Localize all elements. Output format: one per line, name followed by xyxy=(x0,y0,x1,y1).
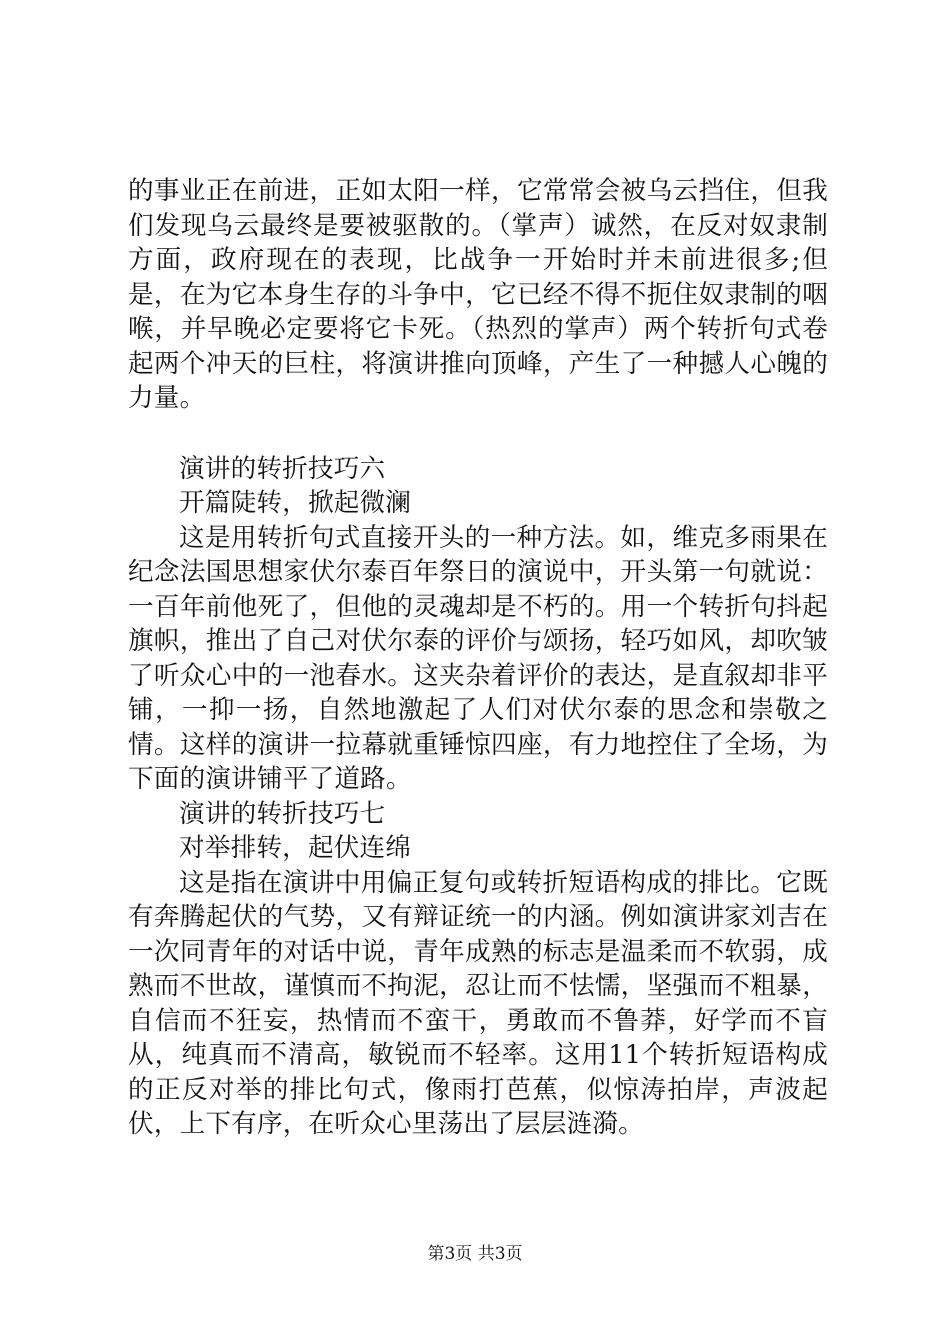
section-body-six: 这是用转折句式直接开头的一种方法。如，维克多雨果在纪念法国思想家伏尔泰百年祭日的演说中，开头第一句就说：一百年前他死了，但他的灵魂却是不朽的。用一个转折句抖起旗帜，推出了自己对伏尔泰的评价与颂扬，轻巧如风，却吹皱了听众心中的一池春水。这夹杂着评价的表达，是直叙却非平铺，一抑一扬，自然地激起了人们对伏尔泰的思念和崇敬之情。这样的演讲一拉幕就重锤惊四座，有力地控住了全场，为下面的演讲铺平了道路。 xyxy=(128,522,828,794)
paragraph-continuation: 的事业正在前进，正如太阳一样，它常常会被乌云挡住，但我们发现乌云最终是要被驱散的。（掌声）诚然，在反对奴隶制方面，政府现在的表现，比战争一开始时并未前进很多;但是，在为它本身生存的斗争中，它已经不得不扼住奴隶制的咽喉，并早晚必定要将它卡死。（热烈的掌声）两个转折句式卷起两个冲天的巨柱，将演讲推向顶峰，产生了一种撼人心魄的力量。 xyxy=(128,176,828,413)
section-heading-six: 演讲的转折技巧六 xyxy=(179,453,386,484)
document-body xyxy=(128,174,828,1142)
section-subtitle-six: 开篇陡转，掀起微澜 xyxy=(179,488,412,518)
paragraph-gap xyxy=(128,416,828,452)
page-number-footer: 第3页 共3页 xyxy=(427,1244,523,1264)
section-body-seven: 这是指在演讲中用偏正复句或转折短语构成的排比。它既有奔腾起伏的气势，又有辩证统一的内涵。例如演讲家刘吉在一次同青年的对话中说，青年成熟的标志是温柔而不软弱，成熟而不世故，谨慎而不拘泥，忍让而不怯懦，坚强而不粗暴，自信而不狂妄，热情而不蛮干，勇敢而不鲁莽，好学而不盲从，纯真而不清高，敏锐而不轻率。这用11个转折短语构成的正反对举的排比句式，像雨打芭蕉，似惊涛拍岸，声波起伏，上下有序，在听众心里荡出了层层涟漪。 xyxy=(128,867,828,1139)
section-subtitle-seven: 对举排转，起伏连绵 xyxy=(179,833,412,863)
section-heading-seven: 演讲的转折技巧七 xyxy=(179,798,386,829)
